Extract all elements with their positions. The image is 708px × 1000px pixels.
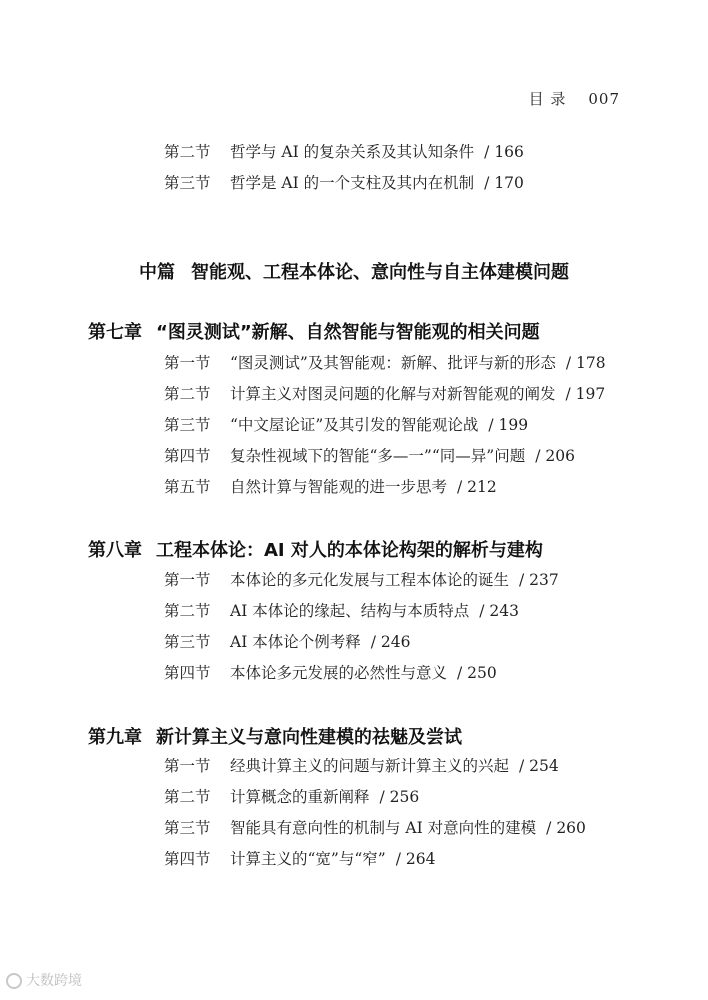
chapter-title: 工程本体论：AI 对人的本体论构架的解析与建构 — [156, 540, 543, 561]
section-title: 哲学与 AI 的复杂关系及其认知条件 — [230, 143, 475, 161]
toc-entry[interactable] — [164, 816, 586, 838]
watermark-logo-icon — [6, 973, 22, 989]
section-number: 第四节 — [164, 664, 211, 682]
section-title: 哲学是 AI 的一个支柱及其内在机制 — [230, 174, 475, 192]
section-number: 第二节 — [164, 788, 211, 806]
section-page: / 243 — [479, 602, 519, 620]
section-number: 第二节 — [164, 385, 211, 403]
watermark-text: 大数跨境 — [26, 973, 82, 989]
toc-entry[interactable] — [164, 599, 519, 621]
chapter-heading[interactable] — [88, 723, 462, 749]
section-page: / 254 — [519, 757, 559, 775]
chapter-number: 第七章 — [88, 322, 142, 343]
section-title: 计算概念的重新阐释 — [230, 788, 370, 806]
chapter-heading[interactable] — [88, 318, 540, 344]
section-title: 自然计算与智能观的进一步思考 — [230, 478, 448, 496]
chapter-heading[interactable] — [88, 536, 543, 562]
section-number: 第二节 — [164, 143, 211, 161]
section-page: / 199 — [488, 416, 529, 434]
chapter-title: “图灵测试”新解、自然智能与智能观的相关问题 — [156, 322, 540, 343]
chapter-number: 第九章 — [88, 727, 142, 748]
toc-entry[interactable] — [164, 351, 606, 373]
section-number: 第一节 — [164, 571, 211, 589]
section-page: / 206 — [535, 447, 575, 465]
section-title: 智能具有意向性的机制与 AI 对意向性的建模 — [230, 819, 537, 837]
section-number: 第一节 — [164, 757, 211, 775]
section-title: 计算主义的“宽”与“窄” — [230, 850, 386, 868]
chapter-number: 第八章 — [88, 540, 142, 561]
section-page: / 256 — [379, 788, 420, 806]
header-page-number: 007 — [588, 90, 620, 108]
section-page: / 264 — [395, 850, 436, 868]
section-number: 第五节 — [164, 478, 211, 496]
section-number: 第三节 — [164, 819, 211, 837]
watermark — [6, 970, 82, 990]
section-number: 第二节 — [164, 602, 211, 620]
section-page: / 246 — [370, 633, 411, 651]
section-title: “图灵测试”及其智能观：新解、批评与新的形态 — [230, 354, 556, 372]
toc-entry[interactable] — [164, 413, 528, 435]
section-number: 第四节 — [164, 850, 211, 868]
part-heading[interactable] — [0, 258, 708, 284]
section-page: / 212 — [457, 478, 497, 496]
section-page: / 250 — [457, 664, 497, 682]
toc-entry[interactable] — [164, 475, 497, 497]
section-title: “中文屋论证”及其引发的智能观论战 — [230, 416, 479, 434]
section-page: / 237 — [519, 571, 559, 589]
section-title: 复杂性视域下的智能“多—一”“同—异”问题 — [230, 447, 526, 465]
section-page: / 178 — [565, 354, 606, 372]
toc-entry[interactable] — [164, 568, 559, 590]
section-page: / 260 — [546, 819, 586, 837]
toc-entry[interactable] — [164, 630, 410, 652]
toc-entry[interactable] — [164, 444, 575, 466]
toc-entry[interactable] — [164, 382, 605, 404]
section-number: 第四节 — [164, 447, 211, 465]
toc-entry[interactable] — [164, 754, 559, 776]
chapter-title: 新计算主义与意向性建模的祛魅及尝试 — [156, 727, 462, 748]
toc-entry[interactable] — [164, 661, 497, 683]
part-title: 智能观、工程本体论、意向性与自主体建模问题 — [191, 262, 569, 283]
section-page: / 166 — [484, 143, 524, 161]
section-title: 经典计算主义的问题与新计算主义的兴起 — [230, 757, 510, 775]
section-title: 计算主义对图灵问题的化解与对新智能观的阐发 — [230, 385, 556, 403]
part-number: 中篇 — [139, 262, 175, 283]
toc-entry[interactable] — [164, 785, 419, 807]
toc-entry[interactable] — [164, 171, 524, 193]
section-title: 本体论多元发展的必然性与意义 — [230, 664, 448, 682]
running-header — [529, 88, 620, 109]
toc-entry[interactable] — [164, 847, 435, 869]
section-title: 本体论的多元化发展与工程本体论的诞生 — [230, 571, 510, 589]
section-title: AI 本体论的缘起、结构与本质特点 — [230, 602, 470, 620]
section-number: 第三节 — [164, 174, 211, 192]
section-number: 第三节 — [164, 633, 211, 651]
toc-entry[interactable] — [164, 140, 524, 162]
section-page: / 197 — [565, 385, 606, 403]
section-page: / 170 — [484, 174, 524, 192]
section-title: AI 本体论个例考释 — [230, 633, 361, 651]
section-number: 第一节 — [164, 354, 211, 372]
header-section: 目 录 — [528, 90, 567, 108]
section-number: 第三节 — [164, 416, 211, 434]
